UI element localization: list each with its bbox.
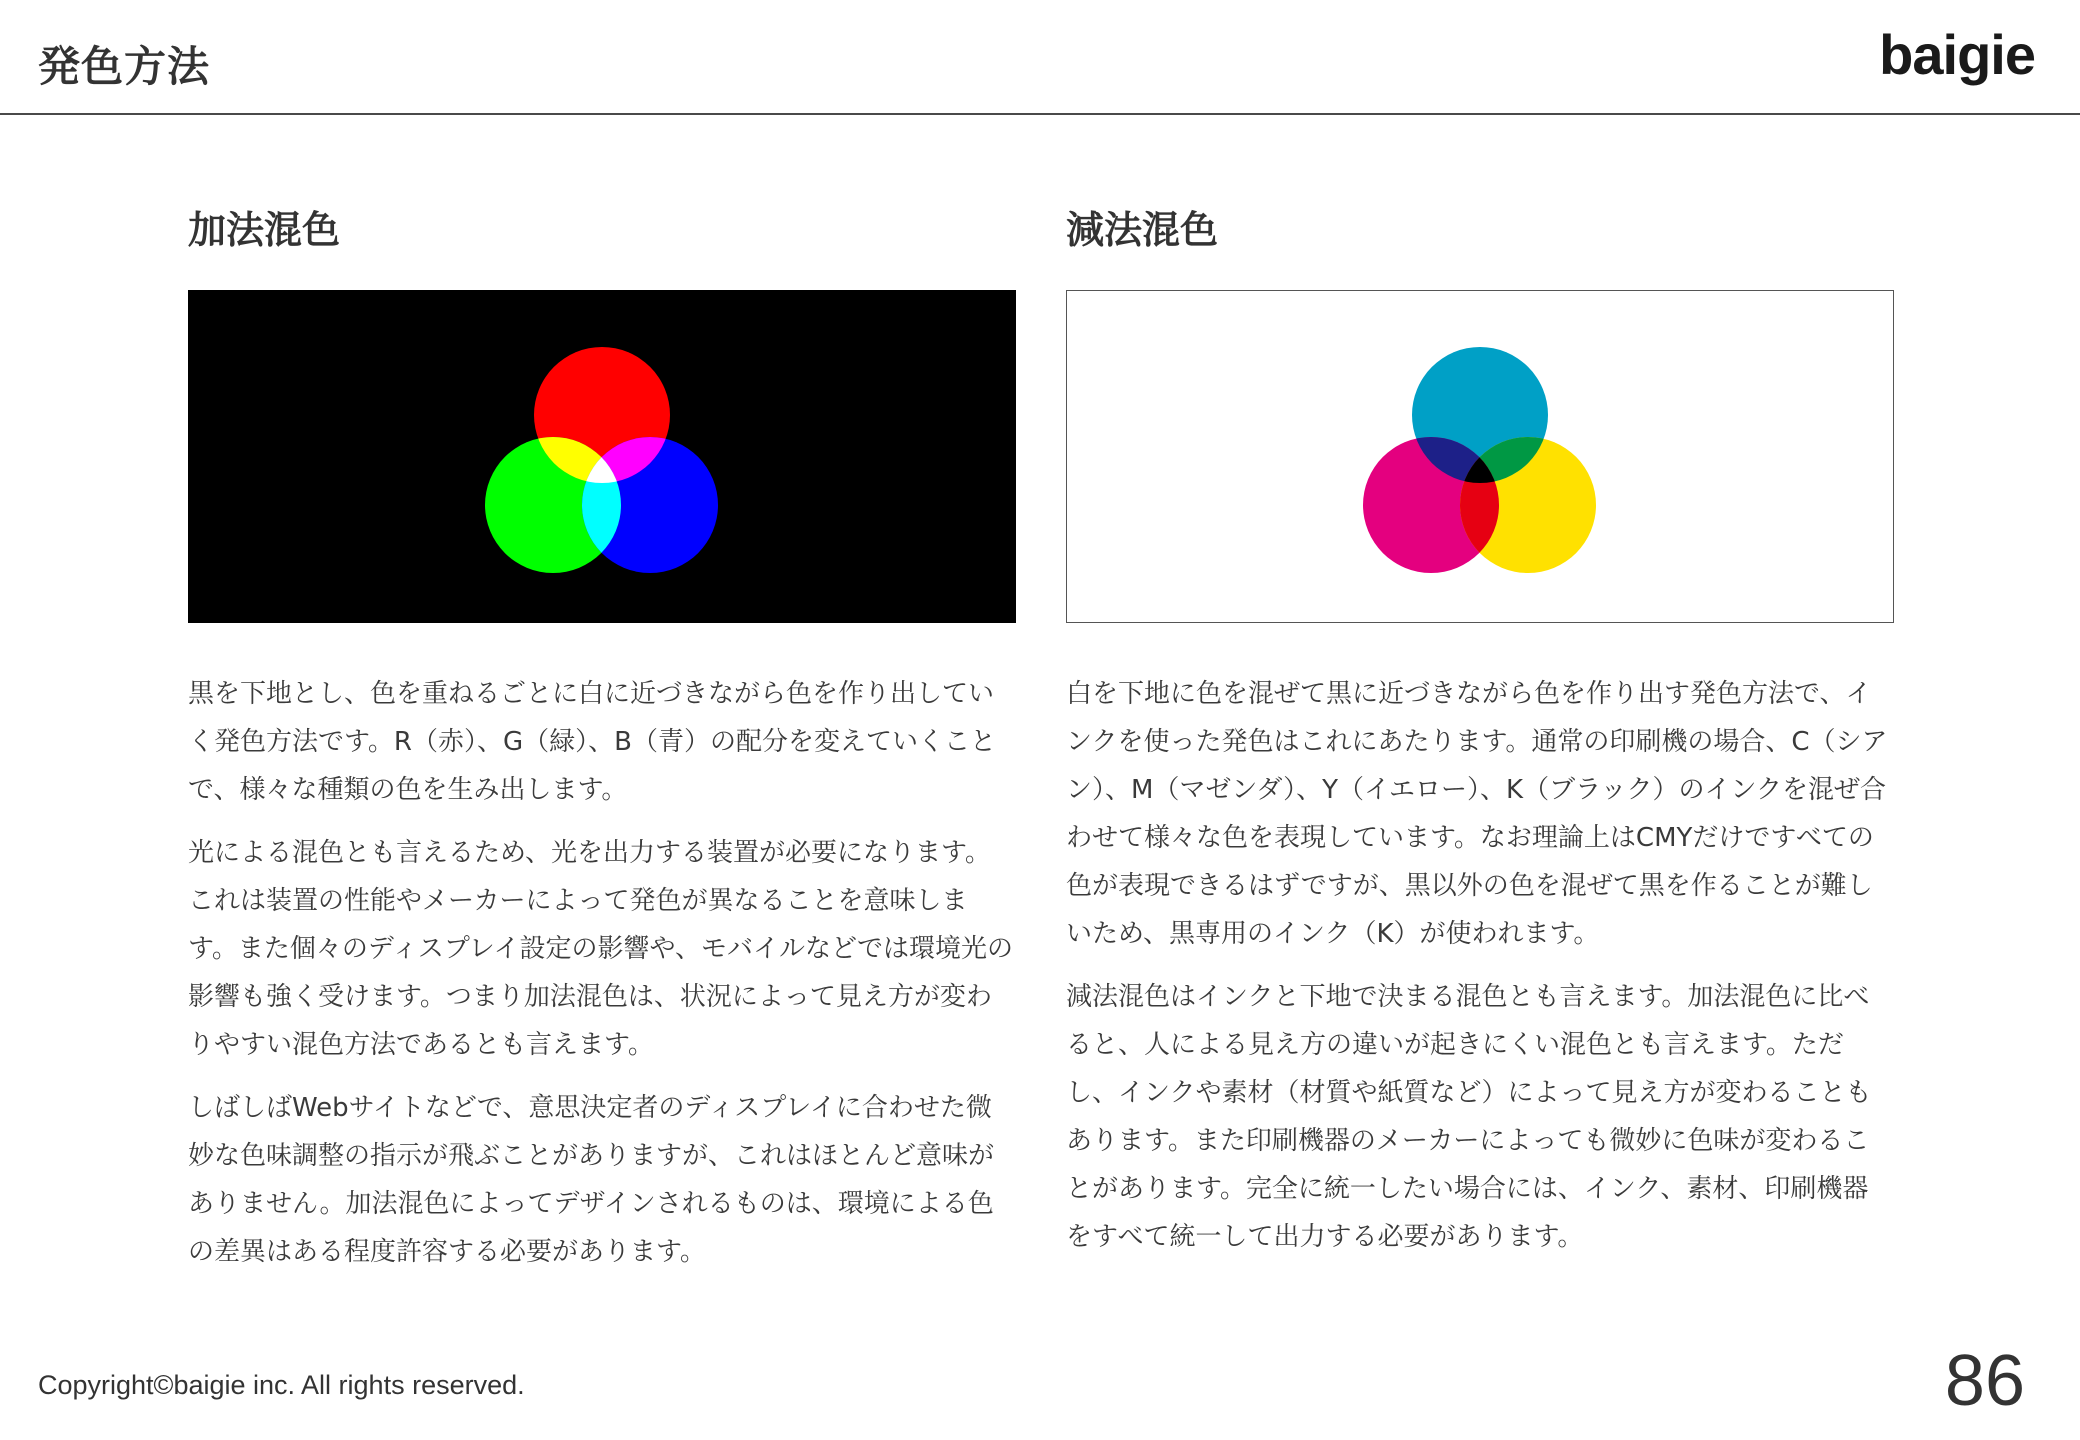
additive-section <box>188 205 1016 1267</box>
page-number: 86 <box>1944 1341 2025 1421</box>
subtractive-description <box>1066 670 1894 1276</box>
subtractive-section <box>1066 205 1894 1252</box>
page-title: 発色方法 <box>38 42 211 91</box>
additive-color-diagram <box>188 290 1016 623</box>
additive-paragraph-2: 光による混色とも言えるため、光を出力する装置が必要になります。これは装置の性能やメーカーによって発色が異なることを意味します。また個々のディスプレイ設定の影響や、モバイルなどでは環境光の影響も強く受けます。つまり加法混色は、状況によって見え方が変わりやすい混色方法であるとも言えます。 <box>188 838 1013 1060</box>
additive-heading: 加法混色 <box>188 208 341 252</box>
additive-paragraph-1: 黒を下地とし、色を重ねるごとに白に近づきながら色を作り出していく発色方法です。R（赤）、G（緑）、B（青）の配分を変えていくことで、様々な種類の色を生み出します。 <box>188 679 996 805</box>
copyright-notice: Copyright©baigie inc. All rights reserved. <box>38 1370 525 1400</box>
cmy-venn-svg <box>1067 291 1893 622</box>
header-bar <box>0 0 2080 115</box>
subtractive-paragraph-1: 白を下地に色を混ぜて黒に近づきながら色を作り出す発色方法で、インクを使った発色はこれにあたります。通常の印刷機の場合、C（シアン）、M（マゼンダ）、Y（イエロー）、K（ブラック）のインクを混ぜ合わせて様々な色を表現しています。なお理論上はCMYだけですべての色が表現できるはずですが、黒以外の色を混ぜて黒を作ることが難しいため、黒専用のインク（K）が使われます。 <box>1066 679 1888 949</box>
subtractive-color-diagram <box>1066 290 1894 623</box>
baigie-logo: baigie <box>1879 23 2035 86</box>
subtractive-heading: 減法混色 <box>1066 208 1219 252</box>
additive-paragraph-3: しばしばWebサイトなどで、意思決定者のディスプレイに合わせた微妙な色味調整の指示が飛ぶことがありますが、これはほとんど意味がありません。加法混色によってデザインされるものは、環境による色の差異はある程度許容する必要があります。 <box>188 1093 995 1267</box>
additive-description <box>188 670 1016 1291</box>
subtractive-paragraph-2: 減法混色はインクと下地で決まる混色とも言えます。加法混色に比べると、人による見え方の違いが起きにくい混色とも言えます。ただし、インクや素材（材質や紙質など）によって見え方が変わることもあります。また印刷機器のメーカーによっても微妙に色味が変わることがあります。完全に統一したい場合には、インク、素材、印刷機器をすべて統一して出力する必要があります。 <box>1066 982 1872 1252</box>
rgb-venn-svg <box>188 290 1016 623</box>
